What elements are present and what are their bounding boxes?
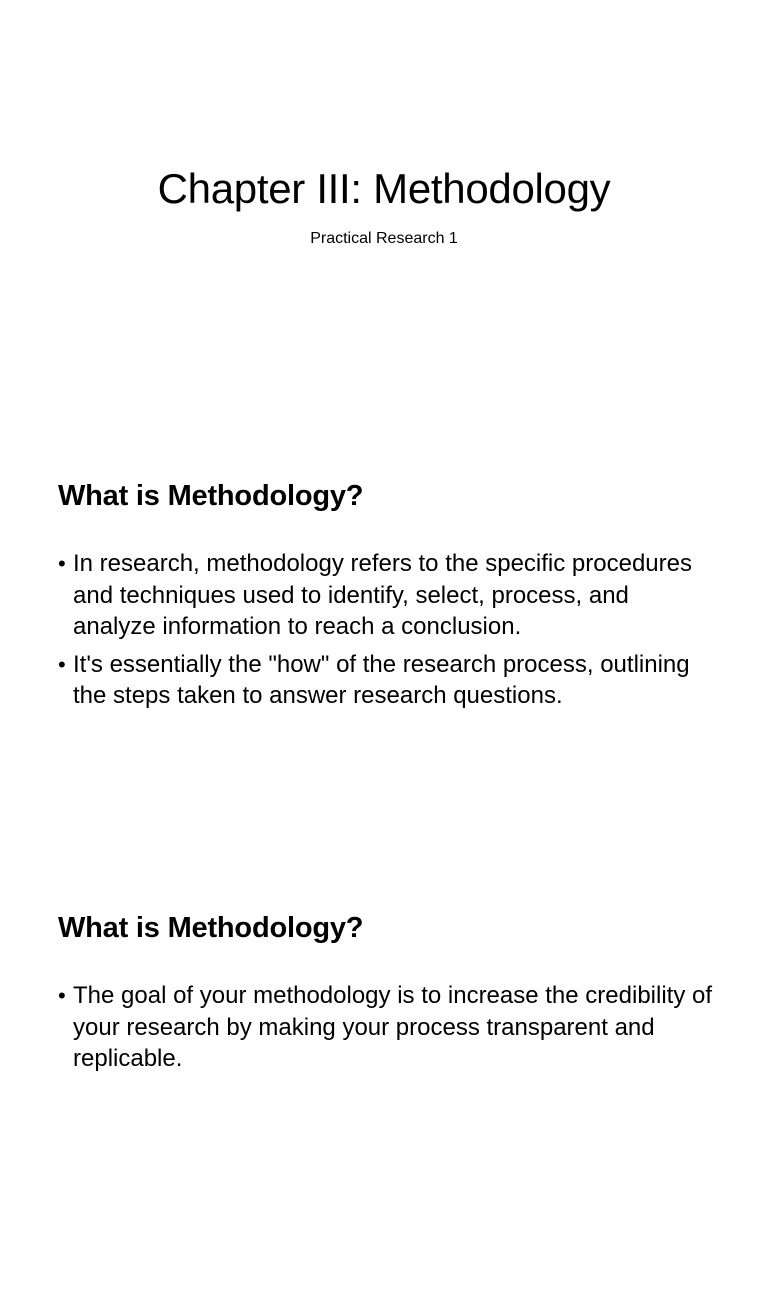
slide-what-is-methodology-1 [0, 432, 768, 864]
bullet-text: It's essentially the "how" of the research process, outlining the steps taken to answer research questions. [73, 650, 690, 709]
bullet-text: In research, methodology refers to the specific procedures and techniques used to identify, select, process, and analyze information to reach a conclusion. [73, 550, 692, 640]
bullet-icon: • [58, 551, 66, 576]
title-slide [0, 0, 768, 432]
page-subtitle: Practical Research 1 [310, 230, 458, 247]
bullet-text: The goal of your methodology is to increase the credibility of your research by making your process transparent and replicable. [73, 982, 713, 1072]
bullet-list [58, 980, 718, 1081]
bullet-list [58, 548, 718, 718]
list-item [58, 548, 718, 643]
slide-heading: What is Methodology? [58, 480, 364, 512]
bullet-icon: • [58, 651, 66, 677]
slide-heading: What is Methodology? [58, 912, 364, 944]
list-item [58, 980, 718, 1075]
slide-what-is-methodology-2 [0, 864, 768, 1296]
page-title: Chapter III: Methodology [157, 165, 611, 212]
bullet-icon: • [58, 983, 66, 1008]
list-item [58, 649, 718, 712]
